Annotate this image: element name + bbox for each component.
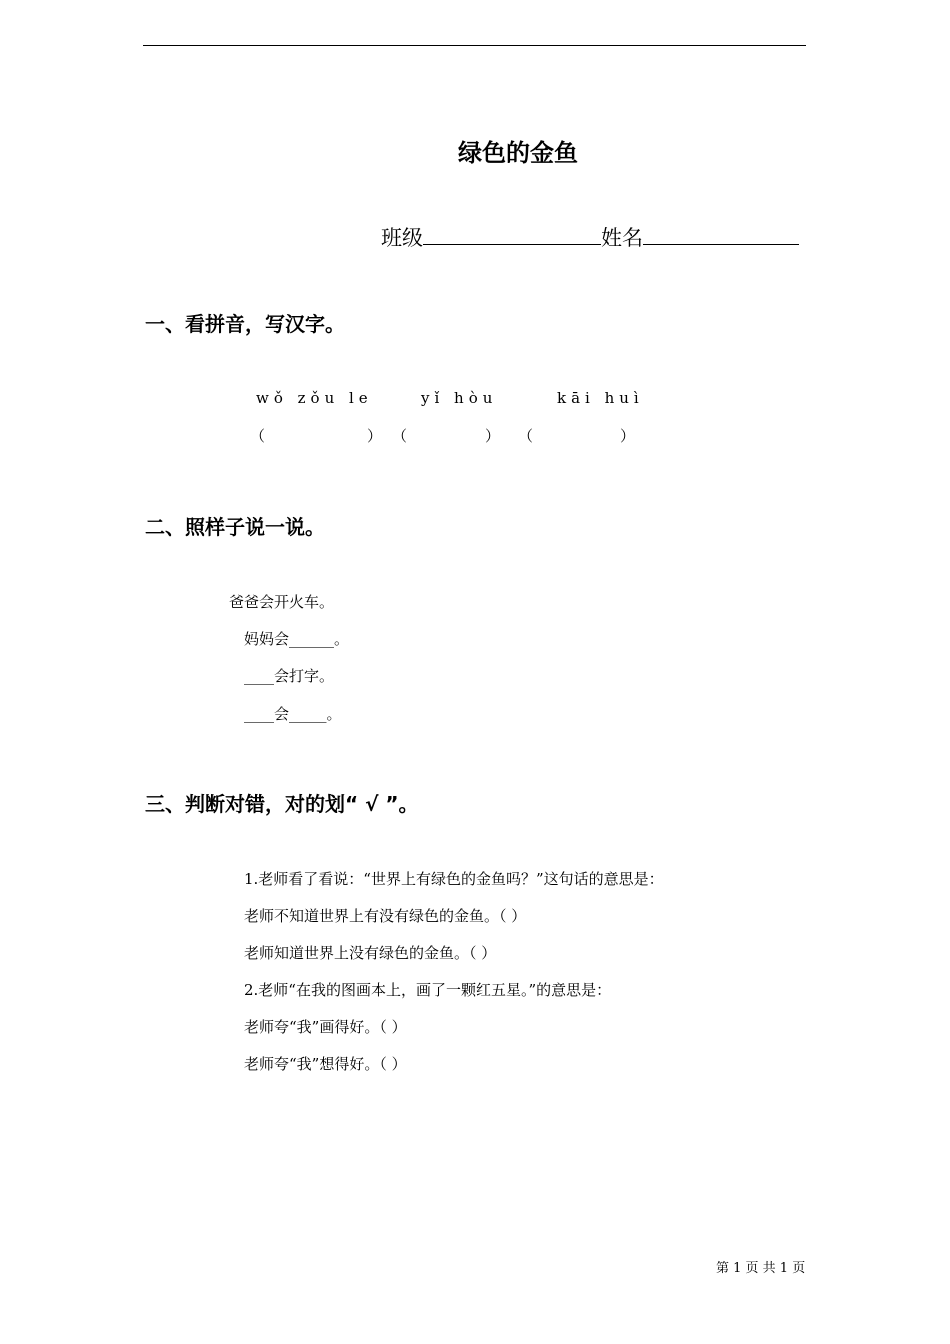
answer-paren-3-close: ） [620, 427, 636, 445]
question-1: 1.老师看了看说：“世界上有绿色的金鱼吗？”这句话的意思是： [244, 870, 664, 888]
section-2-heading: 二、照样子说一说。 [145, 515, 325, 539]
practice-line-2: ____会打字。 [244, 667, 335, 685]
class-field [381, 222, 799, 252]
answer-paren-2-close: ） [485, 427, 501, 445]
practice-line-3: ____会_____。 [244, 705, 342, 723]
name-label: 姓名 [601, 226, 643, 250]
class-label: 班级 [381, 226, 423, 250]
question-2: 2.老师“在我的图画本上，画了一颗红五星。”的意思是： [244, 981, 612, 999]
page-number: 第 1 页 共 1 页 [716, 1261, 806, 1276]
pinyin-3: kāi huì [557, 389, 644, 407]
example-sentence: 爸爸会开火车。 [229, 593, 335, 611]
section-3-heading: 三、判断对错，对的划“ √ ”。 [145, 792, 419, 816]
pinyin-1: wǒ zǒu le [256, 389, 373, 407]
pinyin-2: yǐ hòu [421, 389, 498, 407]
class-blank [423, 222, 601, 245]
answer-paren-2-open: （ [392, 427, 408, 445]
answer-paren-1-close: ） [367, 427, 383, 445]
question-1-option-b: 老师知道世界上没有绿色的金鱼。（ ） [244, 944, 497, 962]
question-1-option-a: 老师不知道世界上有没有绿色的金鱼。（ ） [244, 907, 527, 925]
page-title: 绿色的金鱼 [458, 139, 578, 167]
question-2-option-a: 老师夸“我”画得好。（ ） [244, 1018, 407, 1036]
practice-line-1: 妈妈会______。 [244, 630, 350, 648]
header-rule [143, 45, 806, 46]
answer-paren-1-open: （ [250, 427, 266, 445]
answer-paren-3-open: （ [518, 427, 534, 445]
section-1-heading: 一、看拼音，写汉字。 [145, 312, 345, 336]
name-blank [643, 222, 799, 245]
question-2-option-b: 老师夸“我”想得好。（ ） [244, 1055, 407, 1073]
